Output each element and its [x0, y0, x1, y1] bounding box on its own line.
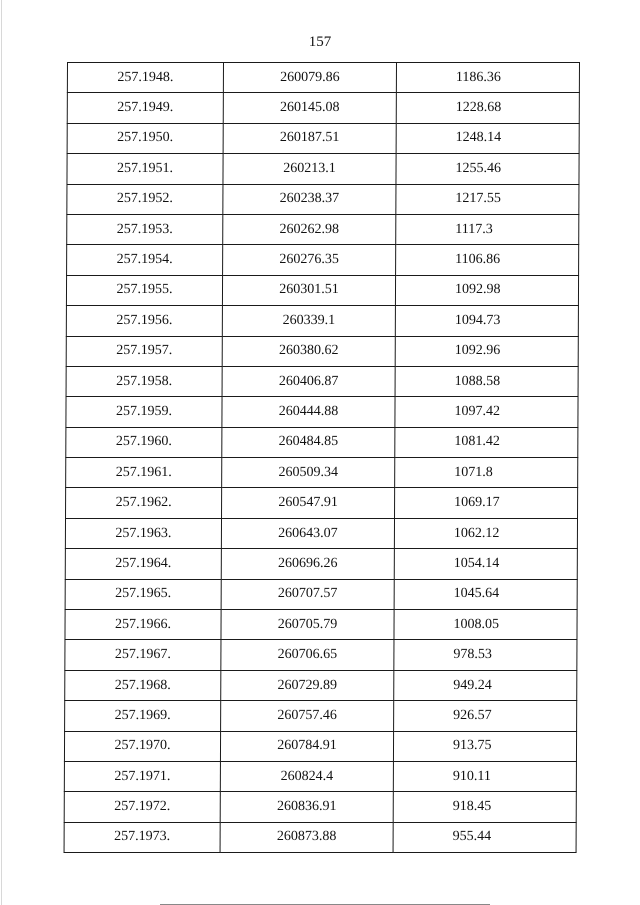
table-row [66, 366, 578, 396]
y-coordinate-value: 1217.55 [455, 191, 501, 207]
point-number-cell: 257.1963. [65, 518, 221, 548]
table-row [67, 214, 579, 244]
table-row [66, 427, 578, 457]
y-coordinate-cell [395, 275, 578, 305]
point-number-cell: 257.1959. [66, 397, 222, 427]
y-coordinate-cell [396, 154, 579, 184]
y-coordinate-cell [393, 822, 576, 852]
x-coordinate-cell: 260301.51 [222, 275, 395, 305]
y-coordinate-value: 926.57 [453, 707, 492, 723]
y-coordinate-value: 1008.05 [453, 616, 500, 632]
y-coordinate-cell [395, 366, 578, 396]
table-row [66, 488, 578, 518]
table-row [65, 701, 577, 731]
y-coordinate-value: 1092.96 [454, 343, 501, 359]
y-coordinate-value: 949.24 [453, 677, 492, 693]
x-coordinate-cell: 260444.88 [222, 397, 395, 427]
page-number: 157 [308, 34, 332, 50]
table-row [64, 731, 576, 761]
point-number-cell: 257.1960. [66, 427, 222, 457]
y-coordinate-value: 1255.46 [455, 160, 502, 176]
table-row [65, 549, 577, 579]
point-number-cell: 257.1949. [67, 93, 223, 123]
y-coordinate-value: 1248.14 [455, 130, 502, 146]
y-coordinate-cell [395, 488, 578, 518]
x-coordinate-cell: 260824.4 [220, 761, 393, 791]
table-row [64, 822, 576, 852]
point-number-cell: 257.1973. [64, 822, 220, 852]
y-coordinate-value: 1062.12 [453, 525, 500, 541]
y-coordinate-cell [396, 214, 579, 244]
y-coordinate-cell [395, 427, 578, 457]
point-number-cell: 257.1955. [66, 275, 222, 305]
y-coordinate-cell [396, 93, 579, 123]
y-coordinate-value: 910.11 [452, 768, 491, 784]
y-coordinate-value: 1054.14 [453, 555, 500, 571]
table-row [67, 154, 579, 184]
y-coordinate-cell [395, 397, 578, 427]
point-number-cell: 257.1971. [64, 761, 220, 791]
y-coordinate-cell [395, 306, 578, 336]
point-number-cell: 257.1951. [67, 154, 223, 184]
table-row [67, 63, 579, 93]
x-coordinate-cell: 260187.51 [223, 123, 396, 153]
y-coordinate-cell [394, 579, 577, 609]
y-coordinate-cell [394, 670, 577, 700]
point-number-cell: 257.1970. [64, 731, 220, 761]
table-row [65, 518, 577, 548]
y-coordinate-value: 1045.64 [453, 586, 500, 602]
table-row [66, 275, 578, 305]
point-number-cell: 257.1950. [67, 123, 223, 153]
y-coordinate-cell [394, 701, 577, 731]
y-coordinate-value: 1071.8 [454, 464, 493, 480]
y-coordinate-cell [393, 792, 576, 822]
y-coordinate-value: 1228.68 [455, 100, 502, 116]
table-row [67, 245, 579, 275]
y-coordinate-value: 1094.73 [454, 312, 501, 328]
table-row [67, 93, 579, 123]
point-number-cell: 257.1957. [66, 336, 222, 366]
point-number-cell: 257.1968. [65, 670, 221, 700]
y-coordinate-cell [394, 610, 577, 640]
x-coordinate-cell: 260262.98 [223, 214, 396, 244]
table-row [65, 579, 577, 609]
point-number-cell: 257.1972. [64, 792, 220, 822]
y-coordinate-value: 978.53 [453, 647, 492, 663]
y-coordinate-value: 955.44 [452, 829, 492, 845]
point-number-cell: 257.1967. [65, 640, 221, 670]
x-coordinate-cell: 260145.08 [223, 93, 396, 123]
point-number-cell: 257.1953. [67, 214, 223, 244]
x-coordinate-cell: 260238.37 [223, 184, 396, 214]
x-coordinate-cell: 260706.65 [221, 640, 394, 670]
y-coordinate-value: 1186.36 [455, 69, 501, 85]
y-coordinate-cell [396, 184, 579, 214]
y-coordinate-cell [396, 63, 579, 93]
point-number-cell: 257.1961. [66, 458, 222, 488]
scan-edge-line [1, 0, 2, 905]
y-coordinate-value: 1088.58 [454, 373, 501, 389]
y-coordinate-cell [394, 549, 577, 579]
table-row [66, 306, 578, 336]
table-row [64, 792, 576, 822]
y-coordinate-value: 1092.98 [454, 282, 501, 298]
point-number-cell: 257.1969. [65, 701, 221, 731]
y-coordinate-value: 918.45 [452, 799, 492, 815]
table-row [65, 670, 577, 700]
x-coordinate-cell: 260643.07 [221, 518, 394, 548]
coordinate-table [64, 62, 580, 853]
x-coordinate-cell: 260079.86 [223, 63, 396, 93]
x-coordinate-cell: 260276.35 [223, 245, 396, 275]
point-number-cell: 257.1956. [66, 306, 222, 336]
table-row [67, 123, 579, 153]
x-coordinate-cell: 260873.88 [220, 822, 393, 852]
point-number-cell: 257.1954. [67, 245, 223, 275]
x-coordinate-cell: 260707.57 [221, 579, 394, 609]
y-coordinate-value: 913.75 [452, 738, 492, 754]
table-row [65, 610, 577, 640]
table-row [64, 761, 576, 791]
x-coordinate-cell: 260484.85 [222, 427, 395, 457]
y-coordinate-cell [394, 640, 577, 670]
point-number-cell: 257.1952. [67, 184, 223, 214]
x-coordinate-cell: 260509.34 [222, 458, 395, 488]
coordinate-table-body [64, 63, 579, 853]
point-number-cell: 257.1948. [67, 63, 223, 93]
y-coordinate-cell [395, 336, 578, 366]
point-number-cell: 257.1965. [65, 579, 221, 609]
y-coordinate-cell [395, 458, 578, 488]
x-coordinate-cell: 260757.46 [221, 701, 394, 731]
table-row [66, 336, 578, 366]
y-coordinate-value: 1106.86 [455, 252, 501, 268]
table-row [65, 640, 577, 670]
y-coordinate-value: 1097.42 [454, 403, 501, 419]
y-coordinate-cell [396, 245, 579, 275]
point-number-cell: 257.1964. [65, 549, 221, 579]
x-coordinate-cell: 260213.1 [223, 154, 396, 184]
x-coordinate-cell: 260406.87 [222, 366, 395, 396]
x-coordinate-cell: 260784.91 [220, 731, 393, 761]
table-row [66, 397, 578, 427]
x-coordinate-cell: 260339.1 [222, 306, 395, 336]
y-coordinate-value: 1081.42 [454, 434, 500, 450]
y-coordinate-value: 1069.17 [454, 495, 500, 511]
x-coordinate-cell: 260696.26 [221, 549, 394, 579]
x-coordinate-cell: 260547.91 [222, 488, 395, 518]
y-coordinate-value: 1117.3 [455, 221, 493, 237]
y-coordinate-cell [393, 731, 576, 761]
table-row [66, 458, 578, 488]
x-coordinate-cell: 260836.91 [220, 792, 393, 822]
x-coordinate-cell: 260729.89 [221, 670, 394, 700]
x-coordinate-cell: 260705.79 [221, 610, 394, 640]
point-number-cell: 257.1962. [66, 488, 222, 518]
table-row [67, 184, 579, 214]
point-number-cell: 257.1966. [65, 610, 221, 640]
y-coordinate-cell [394, 518, 577, 548]
x-coordinate-cell: 260380.62 [222, 336, 395, 366]
y-coordinate-cell [393, 761, 576, 791]
point-number-cell: 257.1958. [66, 366, 222, 396]
y-coordinate-cell [396, 123, 579, 153]
